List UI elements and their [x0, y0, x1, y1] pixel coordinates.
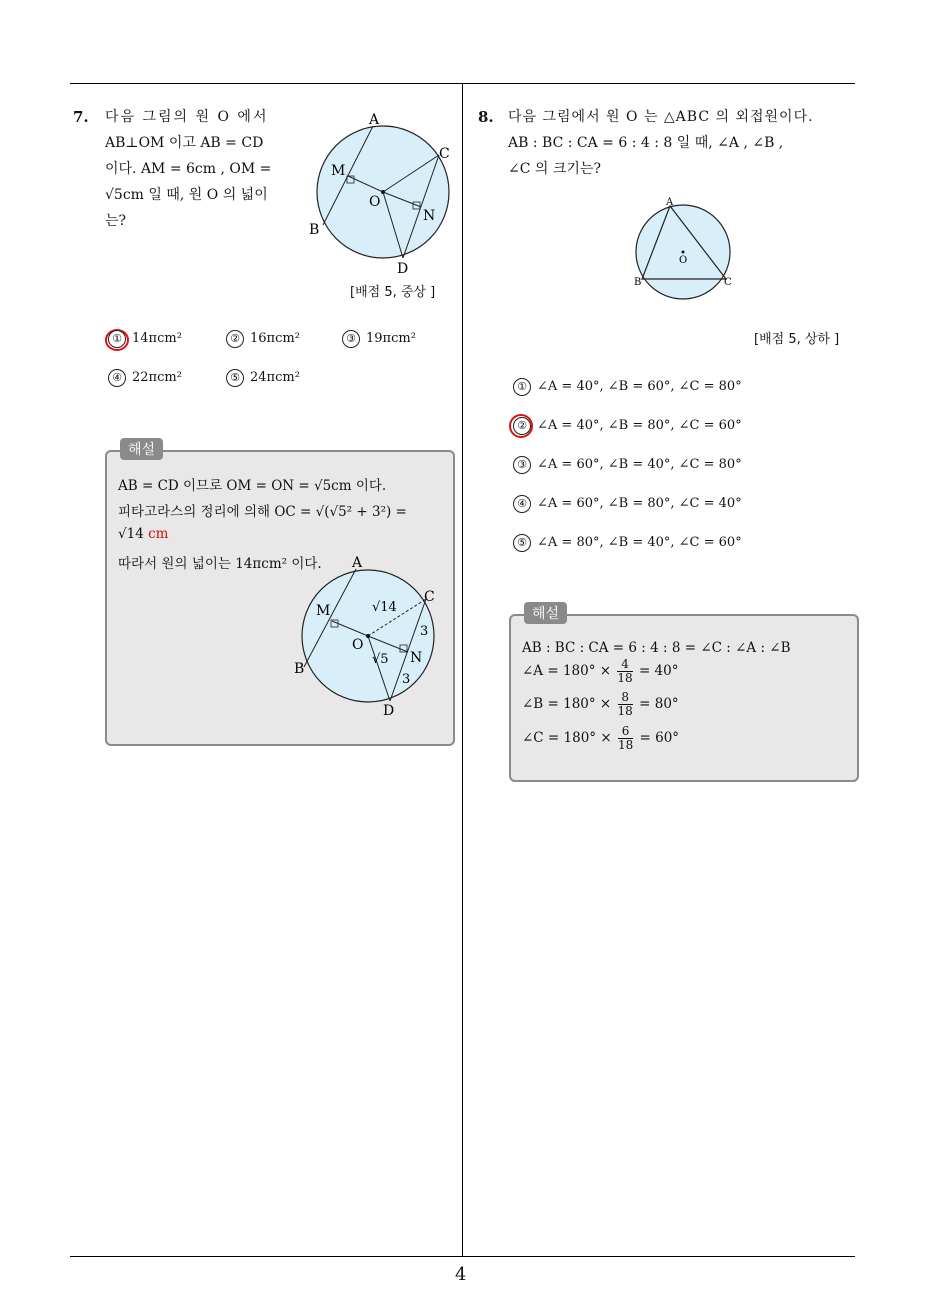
q8-number: 8.: [478, 108, 494, 126]
q8-choice-4[interactable]: ④ ∠A = 60°, ∠B = 80°, ∠C = 40°: [513, 495, 742, 513]
q8-choice-2[interactable]: ② ∠A = 40°, ∠B = 80°, ∠C = 60°: [513, 417, 742, 435]
q8-sol-line-B: ∠B = 180° × $\frac{8}{18}$ = 80°: [522, 690, 679, 718]
q7-sol-line-1: AB = CD 이므로 OM = ON = √5cm 이다.: [118, 478, 387, 494]
svg-text:C: C: [424, 589, 435, 605]
svg-text:M: M: [316, 603, 331, 619]
q8-text: [508, 104, 858, 182]
q8-line-2: AB : BC : CA = 6 : 4 : 8 일 때, ∠A , ∠B ,: [508, 135, 784, 151]
q7-line-4: √5cm 일 때, 원 O 의 넓이: [105, 187, 268, 203]
q7-text: [105, 104, 295, 234]
q7-solution-tag: 해설: [120, 438, 163, 460]
q7-sol-fig-sqrt14: √14: [372, 600, 397, 615]
q7-sol-line-2: 피타고라스의 정리에 의해 OC = √(√5² + 3²) =: [118, 504, 407, 520]
q8-fig-O: O: [679, 255, 688, 266]
q7-sol-fig-3b: 3: [402, 672, 411, 687]
q7-line-5: 는?: [105, 213, 127, 229]
q8-choice-5[interactable]: ⑤ ∠A = 80°, ∠B = 40°, ∠C = 60°: [513, 534, 742, 552]
svg-text:O: O: [352, 637, 364, 653]
q8-choice-1[interactable]: ① ∠A = 40°, ∠B = 60°, ∠C = 80°: [513, 378, 742, 396]
q7-figure: [305, 110, 460, 280]
svg-text:D: D: [383, 703, 395, 719]
q7-line-3: 이다. AM = 6cm , OM =: [105, 161, 272, 177]
q7-fig-N: N: [423, 208, 436, 224]
q7-choice-4[interactable]: ④ 22πcm²: [108, 369, 182, 387]
svg-text:A: A: [352, 555, 363, 571]
q7-fig-M: M: [331, 163, 346, 179]
q7-fig-A: A: [369, 112, 380, 128]
bottom-rule: [70, 1256, 855, 1257]
q8-fig-C: C: [724, 277, 732, 288]
q7-choice-1[interactable]: ① 14πcm²: [108, 330, 182, 348]
q7-sol-fig-3a: 3: [420, 624, 429, 639]
q7-line-2: AB⊥OM 이고 AB = CD: [105, 135, 264, 151]
q7-solution-figure: [290, 555, 450, 720]
q8-fig-B: B: [634, 277, 642, 288]
q7-fig-D: D: [397, 261, 409, 277]
q8-line-3: ∠C 의 크기는?: [508, 161, 601, 177]
q7-fig-O: O: [369, 194, 381, 210]
q8-sol-line-1: AB : BC : CA = 6 : 4 : 8 = ∠C : ∠A : ∠B: [522, 640, 791, 656]
q8-line-1: 다음 그림에서 원 O 는 △ABC 의 외접원이다.: [508, 109, 814, 125]
q8-sol-line-A: ∠A = 180° × $\frac{4}{18}$ = 40°: [522, 657, 679, 685]
q7-sol-line-4: 따라서 원의 넓이는 14πcm² 이다.: [118, 556, 322, 572]
page-number: 4: [455, 1264, 467, 1285]
q7-number: 7.: [73, 108, 89, 126]
q7-line-1: 다음 그림의 원 O 에서: [105, 109, 269, 125]
q7-fig-C: C: [439, 146, 450, 162]
q7-choice-5[interactable]: ⑤ 24πcm²: [226, 369, 300, 387]
q8-sol-line-C: ∠C = 180° × $\frac{6}{18}$ = 60°: [522, 724, 680, 752]
q8-figure: [628, 195, 740, 300]
q7-fig-B: B: [309, 222, 320, 238]
q7-sol-line-3: √14 cm: [118, 526, 169, 542]
q7-sol-fig-sqrt5: √5: [372, 652, 389, 667]
q7-difficulty: [배점 5, 중상 ]: [350, 285, 436, 300]
q7-choice-2[interactable]: ② 16πcm²: [226, 330, 300, 348]
q8-difficulty: [배점 5, 상하 ]: [754, 332, 840, 347]
q7-choice-3[interactable]: ③ 19πcm²: [342, 330, 416, 348]
svg-text:B: B: [294, 661, 305, 677]
q8-solution-tag: 해설: [524, 602, 567, 624]
q8-fig-A: A: [666, 197, 674, 208]
svg-text:N: N: [410, 650, 423, 666]
column-divider: [462, 83, 463, 1257]
q8-choice-3[interactable]: ③ ∠A = 60°, ∠B = 40°, ∠C = 80°: [513, 456, 742, 474]
